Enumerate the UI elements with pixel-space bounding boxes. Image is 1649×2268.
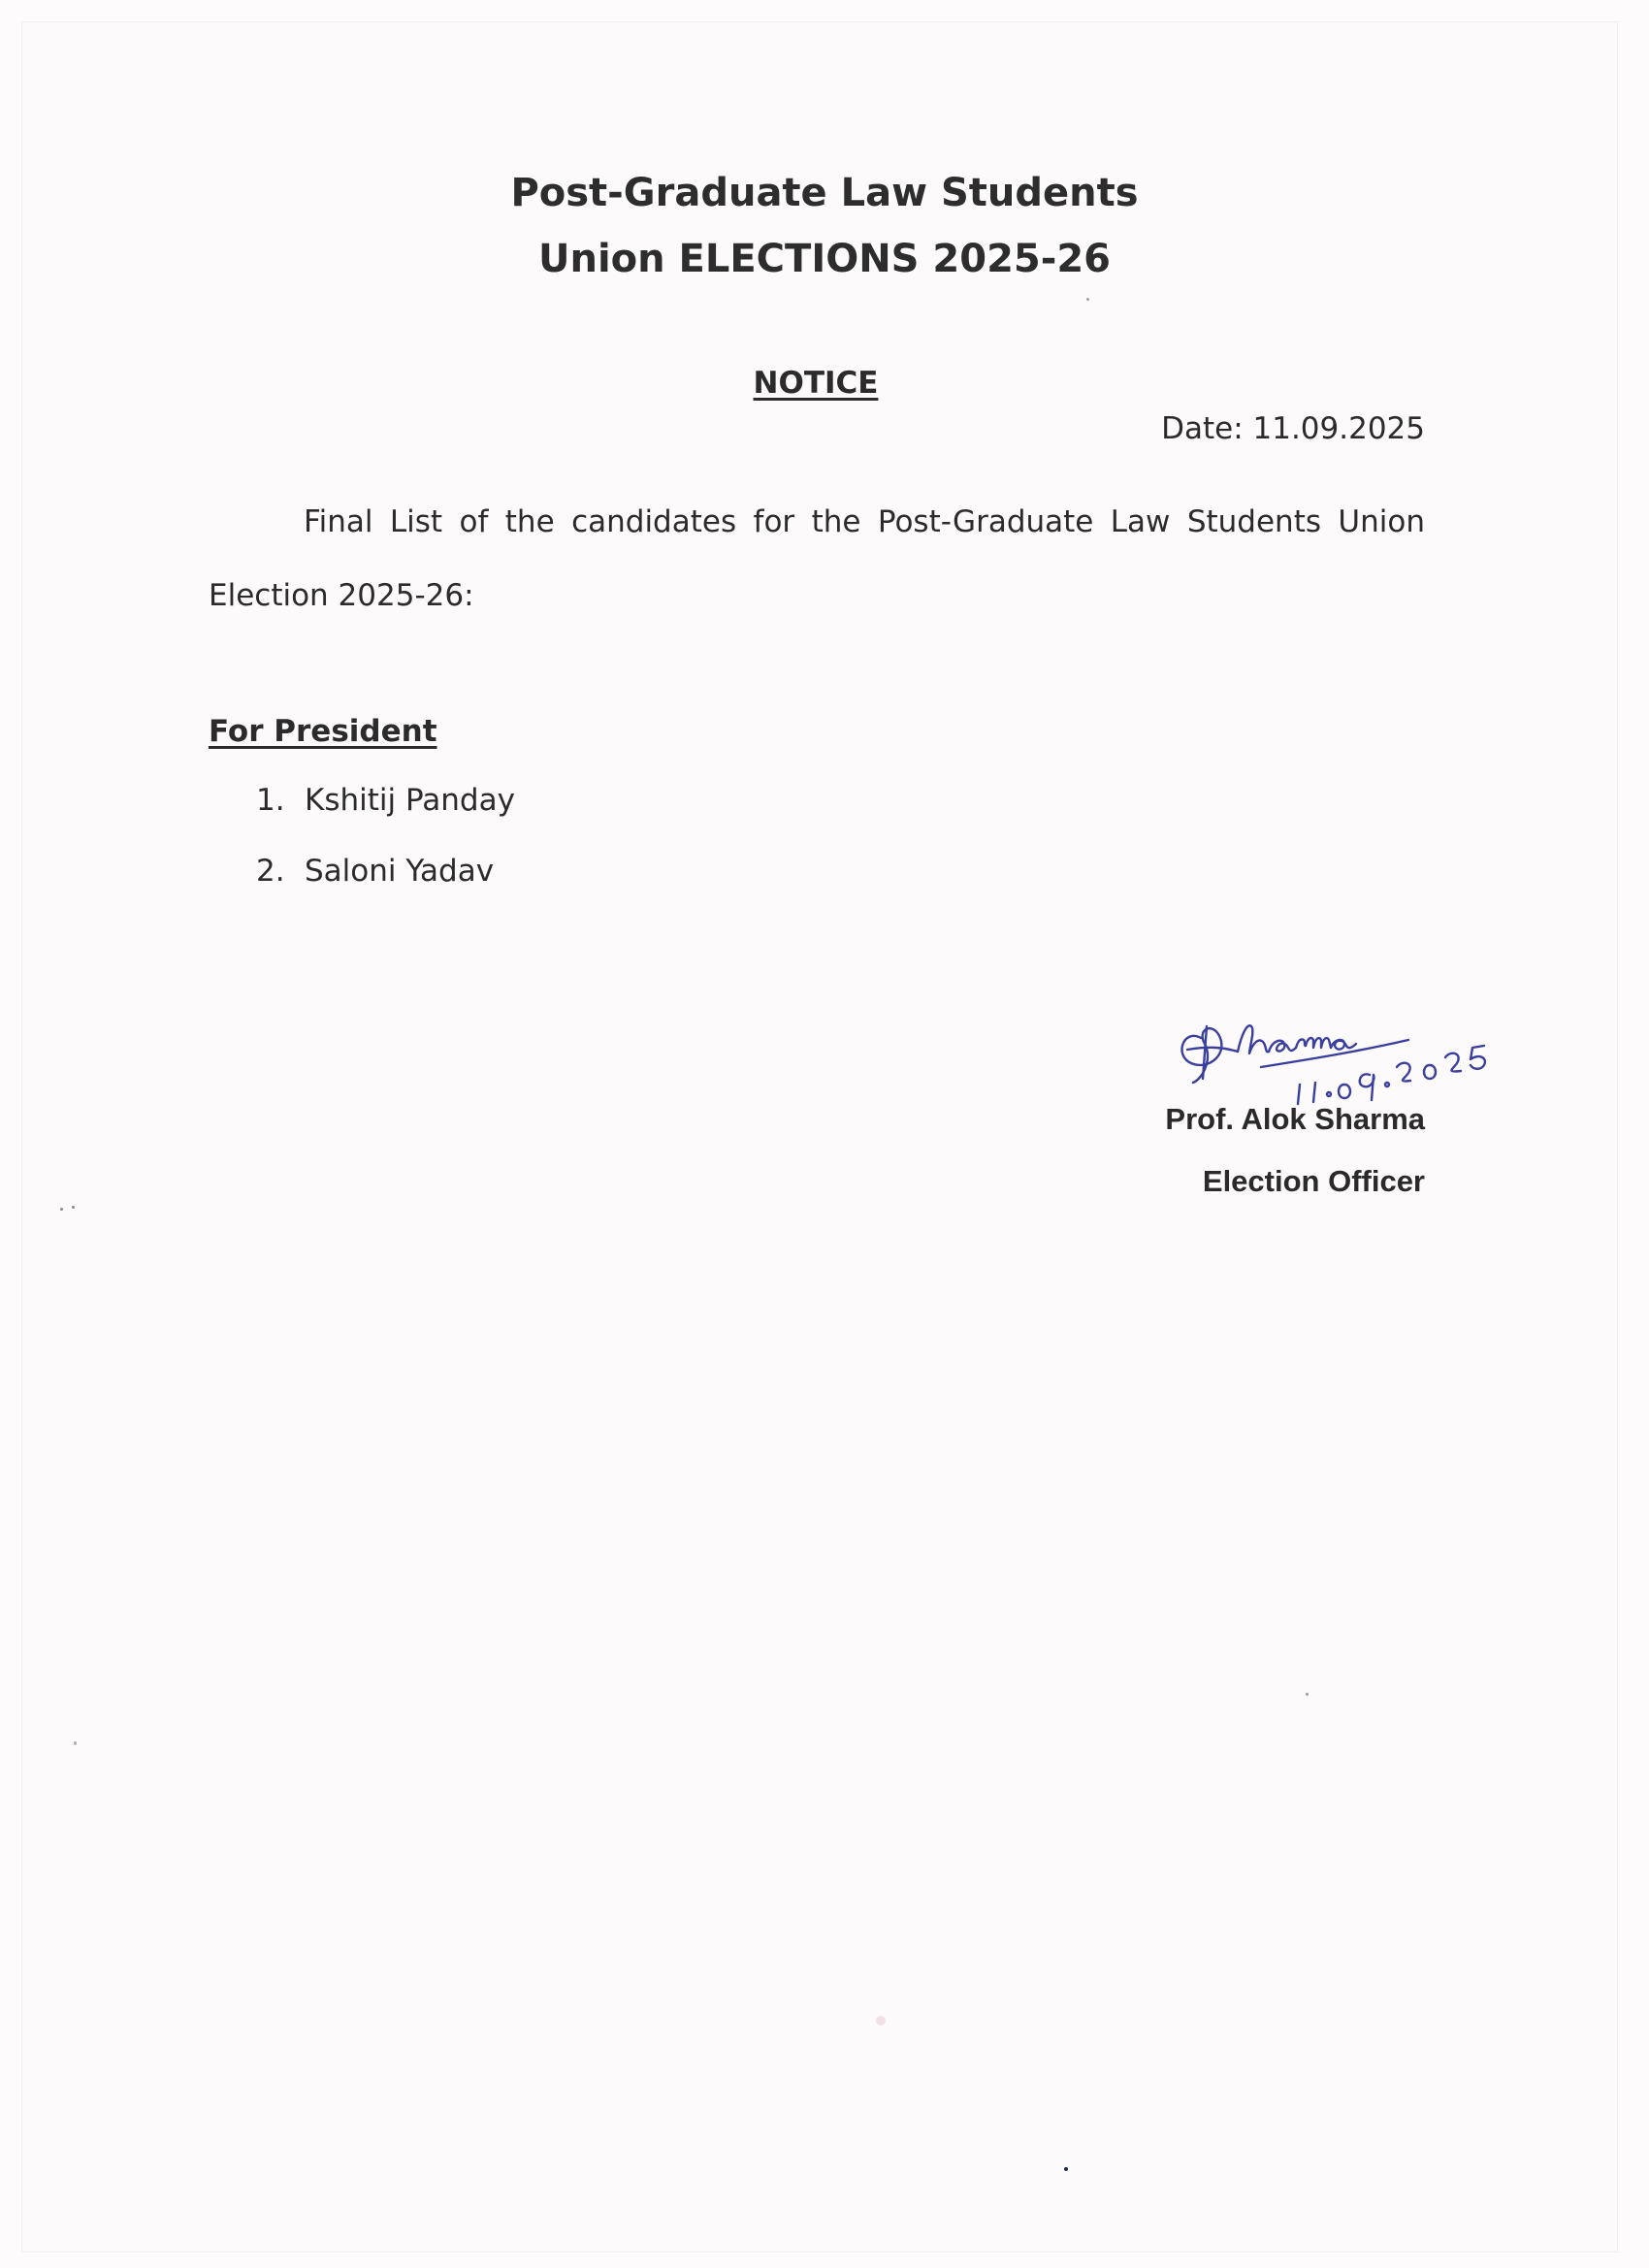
notice-heading: NOTICE — [753, 366, 879, 401]
document-title-line-1: Post-Graduate Law Students — [510, 171, 1139, 215]
candidate-number: 1. — [256, 783, 285, 818]
candidate-number: 2. — [256, 854, 285, 889]
officer-name: Prof. Alok Sharma — [1165, 1102, 1425, 1136]
notice-body-line-1: Final List of the candidates for the Post-Graduate Law Students Union — [304, 504, 1425, 539]
scan-speck — [1086, 298, 1089, 301]
scan-speck — [60, 1208, 63, 1211]
candidate-list-item — [256, 854, 494, 889]
scan-speck — [72, 1206, 75, 1209]
document-title-line-2: Union ELECTIONS 2025-26 — [537, 237, 1112, 281]
notice-date: Date: 11.09.2025 — [1161, 411, 1425, 446]
scan-speck — [74, 1741, 77, 1745]
officer-title: Election Officer — [1202, 1164, 1425, 1198]
scan-speck — [1064, 2167, 1068, 2171]
section-heading-president: For President — [209, 714, 437, 749]
candidate-list-item — [256, 783, 515, 818]
candidate-name: Saloni Yadav — [305, 854, 495, 889]
handwritten-signature — [1154, 970, 1581, 1106]
scan-speck — [1306, 1693, 1309, 1696]
notice-body-line-2: Election 2025-26: — [209, 578, 474, 613]
document-page — [21, 21, 1618, 2252]
scan-speck — [876, 2016, 886, 2025]
candidate-name: Kshitij Panday — [305, 783, 515, 818]
